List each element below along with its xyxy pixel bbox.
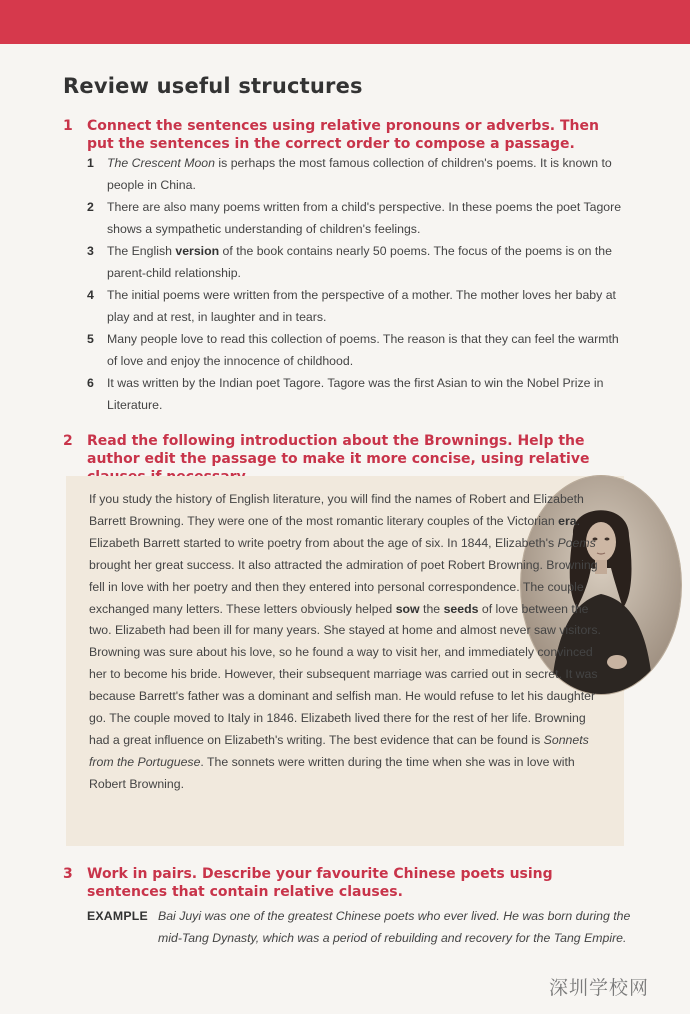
passage-text: If you study the history of English literature, you will find the names of Robert and Elizabeth Barrett Browning. They were one of the most romantic literary couples of the Victorian bbox=[89, 492, 584, 528]
work-title-poems: Poems bbox=[557, 535, 596, 550]
passage-text: the bbox=[419, 601, 444, 616]
item-number: 3 bbox=[87, 244, 94, 258]
item-number: 4 bbox=[87, 288, 94, 302]
keyword-seeds: seeds bbox=[443, 601, 479, 616]
item-number: 6 bbox=[87, 376, 94, 390]
keyword: version bbox=[175, 244, 220, 258]
question-2-instruction: Read the following introduction about the Brownings. Help the author edit the passage to make it more concise, using relative bbox=[87, 433, 590, 467]
item-text: is perhaps the most famous collection of children's poems. It is known to people in China. bbox=[107, 156, 612, 192]
item-number: 5 bbox=[87, 332, 94, 346]
page-title: Review useful structures bbox=[63, 74, 363, 98]
example-label: EXAMPLE bbox=[87, 909, 148, 923]
book-title: The Crescent Moon bbox=[107, 156, 215, 170]
question-3-number: 3 bbox=[63, 866, 73, 882]
question-1-instruction: Connect the sentences using relative pronouns or adverbs. Then put the sentences in the correct order to compose a passage. bbox=[87, 118, 599, 152]
keyword-sow: sow bbox=[395, 601, 420, 616]
list-item bbox=[87, 241, 632, 284]
example-text: Bai Juyi was one of the greatest Chinese poets who ever lived. He was born during the mid-Tang Dynasty, which was a period of rebuilding and recovery for the Tang Empire. bbox=[158, 909, 631, 945]
item-number: 1 bbox=[87, 156, 94, 170]
item-number: 2 bbox=[87, 200, 94, 214]
top-accent-bar bbox=[0, 0, 690, 44]
list-item bbox=[87, 373, 632, 416]
watermark: 深圳学校网 bbox=[549, 977, 650, 999]
sentence-list bbox=[87, 153, 632, 416]
item-text: There are also many poems written from a child's perspective. In these poems the poet Tagore shows a sympathetic understanding of children's feelings. bbox=[107, 200, 622, 236]
item-text-pre: The English bbox=[107, 244, 176, 258]
item-text: of the book contains nearly 50 poems. The focus of the poems is on the parent-child relationship. bbox=[107, 244, 612, 280]
item-text: It was written by the Indian poet Tagore. Tagore was the first Asian to win the Nobel Prize in Literature. bbox=[107, 376, 604, 412]
passage-text: . Elizabeth Barrett started to write poetry from about the age of six. In 1844, Elizabeth's bbox=[89, 513, 580, 550]
work-title-sonnets: Sonnets from the Portuguese bbox=[89, 732, 589, 769]
item-text: The initial poems were written from the perspective of a mother. The mother loves her baby at play and at rest, in laughter and in tears. bbox=[107, 288, 616, 324]
question-3-instruction: Work in pairs. Describe your favourite Chinese poets using sentences that contain relative clauses. bbox=[87, 866, 553, 900]
list-item bbox=[87, 285, 632, 328]
list-item bbox=[87, 329, 632, 372]
passage-text: . The sonnets were written during the time when she was in love with Robert Browning. bbox=[89, 754, 575, 791]
passage-text: brought her great success. It also attracted the admiration of poet Robert Browning. Browning fell in love with her poetry and then they entered into personal correspondence. The couple exchanged many letters. These letters obviously helped bbox=[89, 557, 598, 616]
item-text: Many people love to read this collection of poems. The reason is that they can feel the warmth of love and enjoy the innocence of childhood. bbox=[107, 332, 619, 368]
list-item bbox=[87, 197, 632, 240]
keyword-era: era bbox=[558, 513, 577, 528]
list-item bbox=[87, 153, 632, 196]
question-2-number: 2 bbox=[63, 433, 73, 449]
brownings-passage bbox=[89, 489, 609, 796]
question-1-number: 1 bbox=[63, 118, 73, 134]
passage-text: of love between the two. Elizabeth had been ill for many years. She stayed at home and almost never saw visitors. Browning was sure about his love, so he found a way to visit her, and immediately convinced her to become his bride. However, their subsequent marriage was carried out in secret. It was because Barrett's father was a dominant and selfish man. He would refuse to let his daughter go. The couple moved to Italy in 1846. Elizabeth lived there for the rest of her life. Browning had a great influence on Elizabeth's writing. The best evidence that can be found is bbox=[89, 601, 601, 747]
